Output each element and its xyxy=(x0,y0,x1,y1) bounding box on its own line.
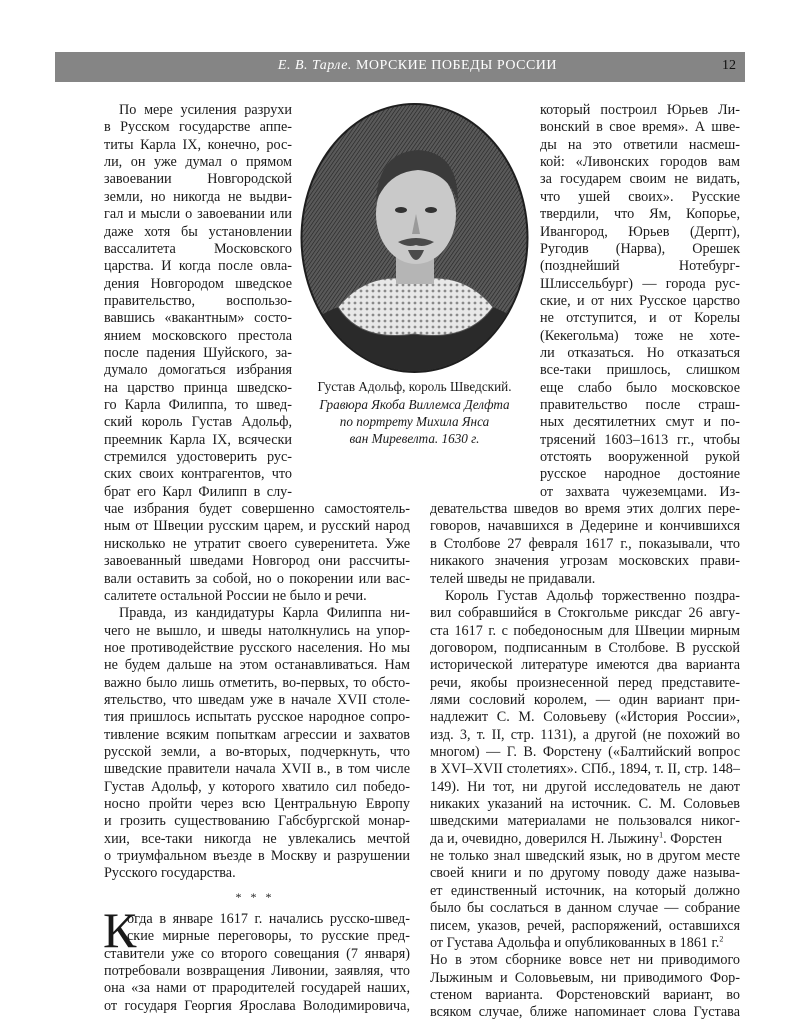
text-line: речи, якобы произнесенной перед представите- xyxy=(430,674,740,691)
text-line: ным от Швеции русским царем, и русский народ xyxy=(104,518,410,535)
text-line: По мере усиления разрухи xyxy=(119,102,292,118)
text-line: Но в этом сборнике вовсе нет ни приводимого xyxy=(430,952,740,969)
text-line: вали оставить за собой, но о покорении или вас- xyxy=(104,570,410,587)
text-line: царства. И когда после овла- xyxy=(104,258,292,275)
text-line: отстоять вооруженной рукой xyxy=(540,449,740,465)
text-line: никакого значения угрозам московских прави- xyxy=(430,553,740,570)
text-line: чае избрания будет совершенно самостоятель- xyxy=(104,501,410,518)
text-line: земли, но никогда не выдви- xyxy=(104,188,292,205)
text-line: в Столбове 27 февраля 1617 г., показывали, что xyxy=(430,535,740,552)
text-line: хии, все-таки никогда не увлекались мечтой xyxy=(104,830,410,847)
text-line: завоеванный шведами Новгород они рассчиты- xyxy=(104,553,410,570)
text-line: думало домогаться избрания xyxy=(104,362,292,379)
portrait-figure xyxy=(298,102,531,374)
text-line: чего не вышло, и шведы натолкнулись на упор- xyxy=(104,622,410,639)
text-line: ских своих контрагентов, что xyxy=(104,466,292,483)
text-line: (Кекегольма) тоже не хоте- xyxy=(540,327,740,344)
text-line: ста 1617 г. с победоносным для Швеции мирным xyxy=(430,622,740,639)
text-line: ное противодействие русского населения. Но мы xyxy=(104,639,410,656)
text-line: русское народное достояние xyxy=(540,466,740,483)
text-line: все-таки пришлось, слишком xyxy=(540,362,740,379)
text-line: шведские правители начала XVII в., в том числе xyxy=(104,761,410,778)
header-author: Е. В. Тарле. xyxy=(277,58,352,73)
text-line: лями сословий королем, — один вариант при- xyxy=(430,691,740,708)
text-line xyxy=(430,934,723,952)
text-line: Густав Адольф, у которого хватило сил победо- xyxy=(104,778,410,795)
header-title xyxy=(278,58,557,74)
text-fragment: . Форстен xyxy=(663,830,723,847)
text-line: носно пройти через всю Центральную Европу xyxy=(104,796,410,812)
text-line: потребовали возвращения Ливонии, заявляя, что xyxy=(104,962,410,979)
text-line: который построил Юрьев Ли- xyxy=(540,102,740,118)
text-line: огда в январе 1617 г. начались русско-швед- xyxy=(127,910,410,927)
text-line: правительство, воспользо- xyxy=(104,292,292,309)
text-line: титы Карла IX, конечно, рос- xyxy=(104,136,292,153)
text-fragment: да и, очевидно, доверился Н. Лыжину xyxy=(430,830,660,847)
text-line: девательства шведов во время этих долгих пере- xyxy=(430,501,740,518)
text-line: ли, он уже думал о прямом xyxy=(104,154,292,171)
text-line: стеном варианта. Форстеновский вариант, во xyxy=(430,986,740,1003)
text-line: что ушей своих». Русские xyxy=(540,188,740,205)
text-line: вонский в свое время». А шве- xyxy=(540,119,740,136)
text-line: даже хотя бы установлении xyxy=(104,223,292,240)
text-line: всяком случае, ближе напоминает слова Густава xyxy=(430,1004,740,1021)
text-line: тия пришлось испытать русское народное сопро- xyxy=(104,709,410,726)
text-line: ятельство, что шведам уже в начале XVII столе- xyxy=(104,691,410,708)
text-line: изд. 3, т. II, стр. 1131), а другой (не похожий во xyxy=(430,726,740,743)
footnote-ref[interactable]: 2 xyxy=(719,934,724,944)
text-line: исторической литературе имеются два варианта xyxy=(430,657,740,674)
text-line: в XVI–XVII столетиях». СПб., 1894, т. II, стр. 148– xyxy=(430,761,740,778)
text-line: Король Густав Адольф торжественно поздра- xyxy=(445,587,740,604)
text-line xyxy=(430,830,722,848)
text-line: 149). Ни тот, ни другой исследователь не дают xyxy=(430,778,740,795)
text-line: еще слабо было московское xyxy=(540,379,740,396)
text-line: не будем дальше на этом останавливаться. Нам xyxy=(104,657,410,674)
text-line: Лыжиным и Соловьевым, ни приводимого Фор- xyxy=(430,969,740,986)
text-line: Русского государства. xyxy=(104,865,236,882)
text-line: от государя Георгия Ярослава Володимировича, xyxy=(104,997,410,1014)
text-line: гал и мысли о завоевании или xyxy=(104,206,292,223)
text-line: ных десятилетних смут и по- xyxy=(540,414,740,431)
text-fragment: от Густава Адольфа и опубликованных в 1861 г. xyxy=(430,934,720,951)
figure-caption-line: по портрету Михила Янса xyxy=(339,414,490,429)
text-line: шведскими материалами не пользовался никог- xyxy=(430,813,740,830)
text-line: трясений 1603–1613 гг., чтобы xyxy=(540,431,740,448)
page-number: 12 xyxy=(722,58,736,73)
text-line: она «за нами от прародителей государей наших, xyxy=(104,980,410,997)
text-line: Правда, из кандидатуры Карла Филиппа ни- xyxy=(119,605,410,622)
text-line: о триумфальном въезде в Москву и разрушении xyxy=(104,848,410,865)
text-line: правительство после страш- xyxy=(540,397,740,413)
footnote-ref[interactable]: 1 xyxy=(659,829,664,839)
text-line: ские мирные переговоры, то русские пред- xyxy=(127,928,410,945)
text-line: нисколько не утратит своего суверенитета. Уже xyxy=(104,535,410,552)
figure-caption-line: ван Миревелта. 1630 г. xyxy=(349,431,480,446)
text-line: го Карла Филиппа, то швед- xyxy=(104,397,292,413)
text-line: салитете остальной России не было и речи. xyxy=(104,587,367,604)
text-line: за государем своим не видать, xyxy=(540,171,740,188)
portrait-engraving-icon xyxy=(298,102,531,374)
text-line: ские, и от них Русское царство xyxy=(540,292,740,309)
text-line: кой: «Ливонских городов вам xyxy=(540,154,740,171)
text-line: на царство принца шведско- xyxy=(104,379,292,396)
text-line: не отступится, и от Корелы xyxy=(540,310,740,327)
text-line: и грозить существованию Габсбургской монар- xyxy=(104,813,410,830)
text-line: твердили, что Ям, Копорье, xyxy=(540,206,740,223)
text-line: тивление всяким попыткам агрессии и захватов xyxy=(104,726,410,743)
text-line: после падения Шуйского, за- xyxy=(104,344,292,361)
drop-cap: К xyxy=(103,901,137,958)
text-line: ды на это ответили насмеш- xyxy=(540,136,740,153)
header-book-title: МОРСКИЕ ПОБЕДЫ РОССИИ xyxy=(355,58,557,73)
figure-caption-line: Гравюра Якоба Виллемса Делфта xyxy=(319,397,510,412)
text-line: Ругодив (Нарва), Орешек xyxy=(540,240,740,257)
running-header xyxy=(55,52,745,82)
text-line: (позднейший Нотебург- xyxy=(540,258,740,275)
text-line: Шлиссельбург) — города рус- xyxy=(540,275,740,292)
section-separator: * * * xyxy=(235,889,275,904)
text-line: Ивангород, Юрьев (Дерпт), xyxy=(540,223,740,240)
text-line: было бы сослаться в данном случае — собрание xyxy=(430,900,740,917)
text-line: ет единственный источник, на который должно xyxy=(430,882,740,899)
text-line: ский король Густав Адольф, xyxy=(104,414,292,431)
text-line: от захвата чужеземцами. Из- xyxy=(540,483,740,500)
text-line: завоевании Новгородской xyxy=(104,171,292,188)
text-line: вил собравшийся в Стокгольме риксдаг 26 авгу- xyxy=(430,605,740,622)
text-line: преемник Карла IX, всячески xyxy=(104,431,292,448)
text-line: никаких указаний на источник. С. М. Соловьев xyxy=(430,796,740,812)
text-line: янием московского престола xyxy=(104,327,292,344)
figure-caption-line: Густав Адольф, король Шведский. xyxy=(317,379,512,394)
text-line: важно было лишь отметить, во-первых, то обсто- xyxy=(104,674,410,691)
text-line: вавшись «вакантным» состо- xyxy=(104,310,292,327)
text-line: телей шведы не придавали. xyxy=(430,570,596,587)
text-line: ли отказаться. Но отказаться xyxy=(540,344,740,361)
text-line: дения Новгородом шведское xyxy=(104,275,292,292)
text-line: многом) — Г. В. Форстену («Балтийский вопрос xyxy=(430,744,740,760)
text-line: русской земли, а во-вторых, подчеркнуть, что xyxy=(104,744,410,760)
text-line: говоров, начавшихся в Дедерине и кончившихся xyxy=(430,518,740,535)
text-line: своей книги и по другому поводу даже называ- xyxy=(430,865,740,882)
text-line: ставители уже со второго совещания (7 января) xyxy=(104,945,410,962)
text-line: брат его Карл Филипп в слу- xyxy=(104,483,292,500)
text-line: вассалитета Московского xyxy=(104,240,292,257)
text-line: писем, указов, речей, распоряжений, оставшихся xyxy=(430,917,740,934)
text-line: надлежит С. М. Соловьеву («История России», xyxy=(430,709,740,726)
text-line: не только знал шведский язык, но в другом месте xyxy=(430,848,740,865)
text-line: в Русском государстве аппе- xyxy=(104,119,292,136)
text-line: договором, подписанным в Столбове. В русской xyxy=(430,639,740,656)
text-line: стремился удостоверить рус- xyxy=(104,449,292,465)
